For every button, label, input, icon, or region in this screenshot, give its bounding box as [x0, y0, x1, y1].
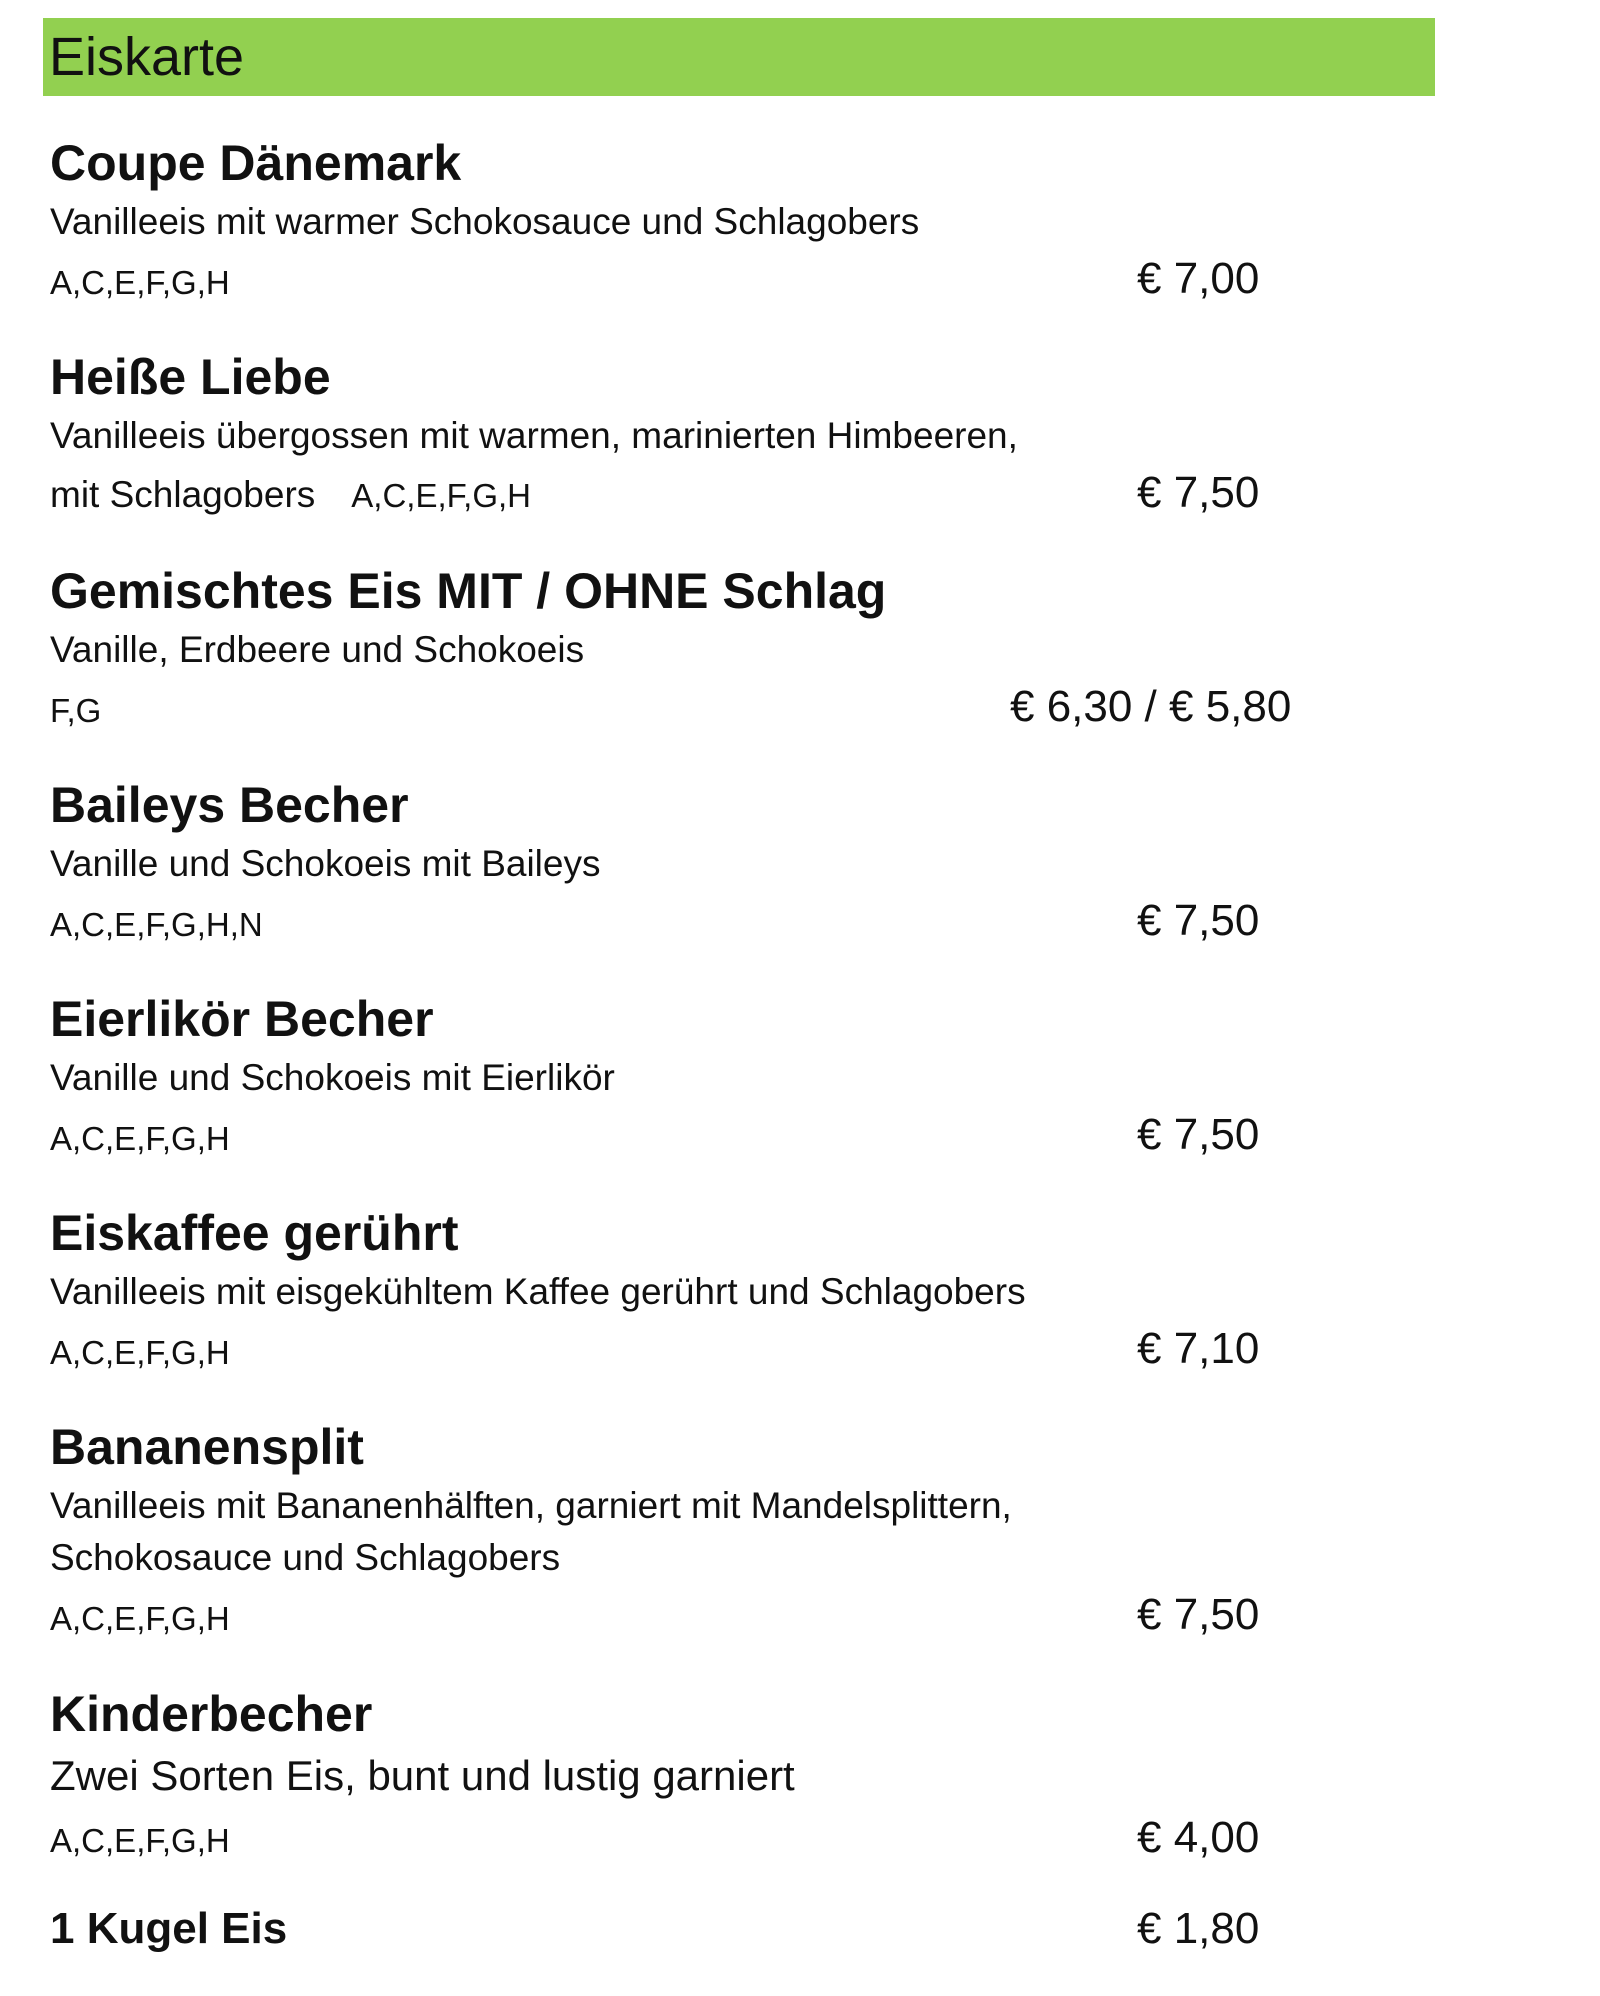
menu-item-price: € 7,50: [1137, 468, 1260, 517]
menu-item-title: Coupe Dänemark: [50, 135, 462, 191]
menu-item-title: 1 Kugel Eis: [50, 1904, 288, 1953]
menu-item-description: Vanilleeis übergossen mit warmen, marinierten Himbeeren,: [50, 415, 1018, 456]
menu-item-allergens: A,C,E,F,G,H: [50, 264, 230, 301]
menu-item-title: Bananensplit: [50, 1419, 364, 1475]
menu-item-title: Heiße Liebe: [50, 349, 331, 405]
menu-item-description: Vanilleeis mit eisgekühltem Kaffee gerührt und Schlagobers: [50, 1271, 1026, 1312]
menu-item-title: Eierlikör Becher: [50, 991, 434, 1047]
menu-item-price: € 1,80: [1137, 1904, 1260, 1953]
menu-item-description: Vanille, Erdbeere und Schokoeis: [50, 629, 585, 670]
menu-item-description: Vanille und Schokoeis mit Baileys: [50, 843, 601, 884]
menu-item-allergens: F,G: [50, 692, 102, 729]
menu-item-price: € 7,50: [1137, 1590, 1260, 1639]
menu-item-title: Kinderbecher: [50, 1686, 373, 1742]
menu-item-price: € 4,00: [1137, 1813, 1260, 1862]
menu-item-price: € 7,00: [1137, 254, 1260, 303]
menu-item-price: € 6,30 / € 5,80: [1010, 682, 1292, 731]
menu-item-description-continued: Schokosauce und Schlagobers: [50, 1537, 561, 1578]
menu-item-allergens: A,C,E,F,G,H,N: [50, 906, 263, 943]
menu-item-description-line: [50, 476, 531, 513]
menu-item-title: Gemischtes Eis MIT / OHNE Schlag: [50, 563, 887, 619]
menu-item-title: Baileys Becher: [50, 777, 409, 833]
menu-item-allergens: A,C,E,F,G,H: [50, 1600, 230, 1637]
menu-item-description: Vanille und Schokoeis mit Eierlikör: [50, 1057, 615, 1098]
menu-item-price: € 7,50: [1137, 896, 1260, 945]
menu-item-price: € 7,50: [1137, 1110, 1260, 1159]
menu-item-description: Vanilleeis mit warmer Schokosauce und Schlagobers: [50, 201, 920, 242]
menu-item-allergens: A,C,E,F,G,H: [50, 1334, 230, 1371]
menu-item-allergens: A,C,E,F,G,H: [50, 1822, 230, 1859]
header-bar: [43, 18, 1435, 96]
menu-item-allergens: A,C,E,F,G,H: [50, 1120, 230, 1157]
menu-item-description: Zwei Sorten Eis, bunt und lustig garniert: [50, 1752, 795, 1799]
page-title: Eiskarte: [49, 27, 245, 87]
menu-item-price: € 7,10: [1137, 1324, 1260, 1373]
menu-item-description-continued: mit Schlagobers: [50, 474, 316, 515]
menu-item-allergens: A,C,E,F,G,H: [351, 477, 531, 514]
menu-item-description: Vanilleeis mit Bananenhälften, garniert mit Mandelsplittern,: [50, 1485, 1012, 1526]
menu-item-title: Eiskaffee gerührt: [50, 1205, 459, 1261]
